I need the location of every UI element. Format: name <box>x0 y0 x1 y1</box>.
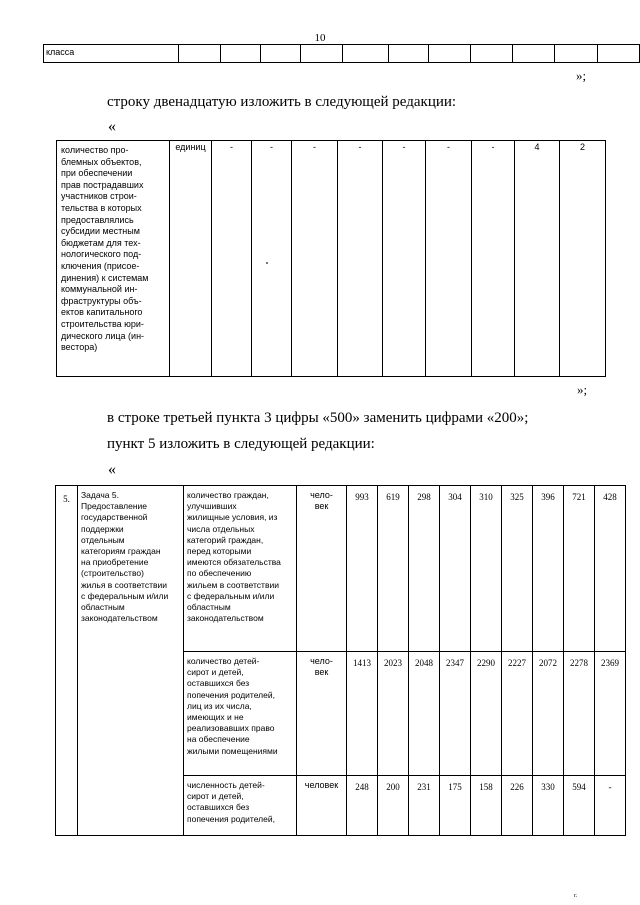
value-cell: 175 <box>440 776 471 836</box>
value-cell: 2 <box>560 141 606 377</box>
value-cell: - <box>292 141 338 377</box>
label-line: количество про- <box>61 145 129 155</box>
value-cell: 325 <box>502 486 533 652</box>
scan-mark <box>266 262 268 264</box>
table-item-five <box>55 485 626 836</box>
label-line: строительства юри- <box>61 318 144 329</box>
unit-cell: единиц <box>170 141 212 377</box>
unit-line: век <box>314 667 329 678</box>
closing-quote: »; <box>576 68 587 83</box>
task-line: с федеральным и/или <box>81 590 169 601</box>
value-cell: 396 <box>533 486 564 652</box>
value-cell: 2227 <box>502 652 533 776</box>
unit-line: чело- <box>310 490 333 500</box>
task-cell <box>78 486 184 836</box>
value-cell: 226 <box>502 776 533 836</box>
value-cell: 2072 <box>533 652 564 776</box>
value-cell: 330 <box>533 776 564 836</box>
value-cell: 298 <box>409 486 440 652</box>
label-line: ектов капитального <box>61 307 143 318</box>
label-line: бюджетам для тех- <box>61 237 141 248</box>
value-cell: 158 <box>471 776 502 836</box>
label-line: вестора) <box>61 342 98 353</box>
closing-quote: »; <box>577 382 588 397</box>
paragraph-text: в строке третьей пункта 3 цифры «500» заменить цифрами «200»; <box>107 410 529 426</box>
task-line: жилья в соответствии <box>81 579 167 590</box>
value-cell: 4 <box>515 141 560 377</box>
foot-mark: г. <box>574 893 578 899</box>
indicator-line: количество детей- <box>187 656 260 666</box>
indicator-line: имеются обязательства <box>187 557 281 568</box>
item-number: 5. <box>56 486 78 836</box>
task-line: законодательством <box>81 613 158 624</box>
table-continuation <box>43 44 640 63</box>
empty-cell <box>429 45 471 63</box>
empty-cell <box>343 45 389 63</box>
value-cell: - <box>252 141 292 377</box>
indicator-line: числа отдельных <box>187 523 255 534</box>
value-cell: 231 <box>409 776 440 836</box>
value-cell: 428 <box>595 486 626 652</box>
empty-cell <box>555 45 598 63</box>
indicator-line: лиц из их числа, <box>187 700 252 711</box>
label-line: субсидии местным <box>61 226 140 237</box>
value-cell: 2278 <box>564 652 595 776</box>
indicator-line: категорий граждан, <box>187 534 264 545</box>
value-cell: 200 <box>378 776 409 836</box>
indicator-line: попечения родителей, <box>187 813 275 824</box>
value-cell: 248 <box>347 776 378 836</box>
label-line: при обеспечении <box>61 168 133 179</box>
label-line: предоставлялись <box>61 214 134 225</box>
table-row-label: класса <box>44 45 179 63</box>
indicator-line: с федеральным и/или <box>187 590 275 601</box>
task-line: на приобретение <box>81 557 149 568</box>
page-number: 10 <box>314 32 326 44</box>
value-cell: 2290 <box>471 652 502 776</box>
label-line: участников строи- <box>61 191 137 202</box>
indicator-line: оставшихся без <box>187 678 250 689</box>
indicator-line: улучшивших <box>187 501 237 512</box>
value-cell: - <box>472 141 515 377</box>
value-cell: 993 <box>347 486 378 652</box>
value-cell: 2023 <box>378 652 409 776</box>
indicator-line: жилищные условия, из <box>187 512 278 523</box>
unit-line: человек <box>304 780 339 790</box>
indicator-line: по обеспечению <box>187 568 252 579</box>
indicator-line: численность детей- <box>187 780 265 790</box>
value-cell: 2347 <box>440 652 471 776</box>
indicator-line: оставшихся без <box>187 802 250 813</box>
empty-cell <box>598 45 640 63</box>
label-line: фраструктуры объ- <box>61 295 142 306</box>
value-cell: - <box>595 776 626 836</box>
indicator-line: жильем в соответствии <box>187 579 279 590</box>
value-cell: 2048 <box>409 652 440 776</box>
task-line: поддержки <box>81 523 124 534</box>
value-cell: 1413 <box>347 652 378 776</box>
indicator-line: сирот и детей, <box>187 791 244 802</box>
indicator-line: законодательством <box>187 613 264 624</box>
label-line: дического лица (ин- <box>61 330 145 341</box>
paragraph-text: пункт 5 изложить в следующей редакции: <box>107 436 375 452</box>
label-line: тельства в которых <box>61 202 142 213</box>
indicator-line: на обеспечение <box>187 734 250 745</box>
indicator-line: сирот и детей, <box>187 667 244 678</box>
value-cell: 2369 <box>595 652 626 776</box>
empty-cell <box>513 45 555 63</box>
value-cell: 619 <box>378 486 409 652</box>
task-line: государственной <box>81 512 148 523</box>
task-line: Задача 5. <box>81 490 119 500</box>
empty-cell <box>221 45 261 63</box>
paragraph-text: строку двенадцатую изложить в следующей редакции: <box>107 94 457 110</box>
value-cell: 594 <box>564 776 595 836</box>
indicator-line: реализовавших право <box>187 723 275 734</box>
value-cell: - <box>383 141 426 377</box>
indicator-cell <box>184 652 297 776</box>
indicator-label <box>57 141 170 377</box>
empty-cell <box>471 45 513 63</box>
task-line: отдельным <box>81 534 125 545</box>
label-line: динения) к системам <box>61 272 149 283</box>
value-cell: - <box>426 141 472 377</box>
label-line: блемных объектов, <box>61 156 142 167</box>
indicator-line: перед которыми <box>187 546 252 557</box>
task-line: областным <box>81 602 125 613</box>
unit-line: чело- <box>310 656 333 666</box>
empty-cell <box>301 45 343 63</box>
indicator-line: имеющих и не <box>187 712 244 723</box>
indicator-cell <box>184 486 297 652</box>
value-cell: 304 <box>440 486 471 652</box>
unit-line: век <box>314 501 329 512</box>
task-line: Предоставление <box>81 501 148 512</box>
empty-cell <box>389 45 429 63</box>
task-line: (строительство) <box>81 568 144 579</box>
indicator-line: количество граждан, <box>187 490 269 500</box>
indicator-cell <box>184 776 297 836</box>
table-row <box>56 486 626 652</box>
label-line: коммунальной ин- <box>61 284 138 295</box>
value-cell: - <box>212 141 252 377</box>
table-row-twelve <box>56 140 606 377</box>
value-cell: - <box>338 141 383 377</box>
unit-cell <box>297 652 347 776</box>
empty-cell <box>179 45 221 63</box>
opening-quote: « <box>108 118 116 135</box>
unit-cell <box>297 486 347 652</box>
task-line: категориям граждан <box>81 546 161 557</box>
value-cell: 310 <box>471 486 502 652</box>
label-line: прав пострадавших <box>61 179 144 190</box>
value-cell: 721 <box>564 486 595 652</box>
label-line: нологического под- <box>61 249 142 260</box>
opening-quote: « <box>108 461 116 478</box>
label-line: ключения (присое- <box>61 260 140 271</box>
indicator-line: жилыми помещениями <box>187 745 278 756</box>
empty-cell <box>261 45 301 63</box>
indicator-line: попечения родителей, <box>187 689 275 700</box>
unit-cell <box>297 776 347 836</box>
indicator-line: областным <box>187 602 231 613</box>
